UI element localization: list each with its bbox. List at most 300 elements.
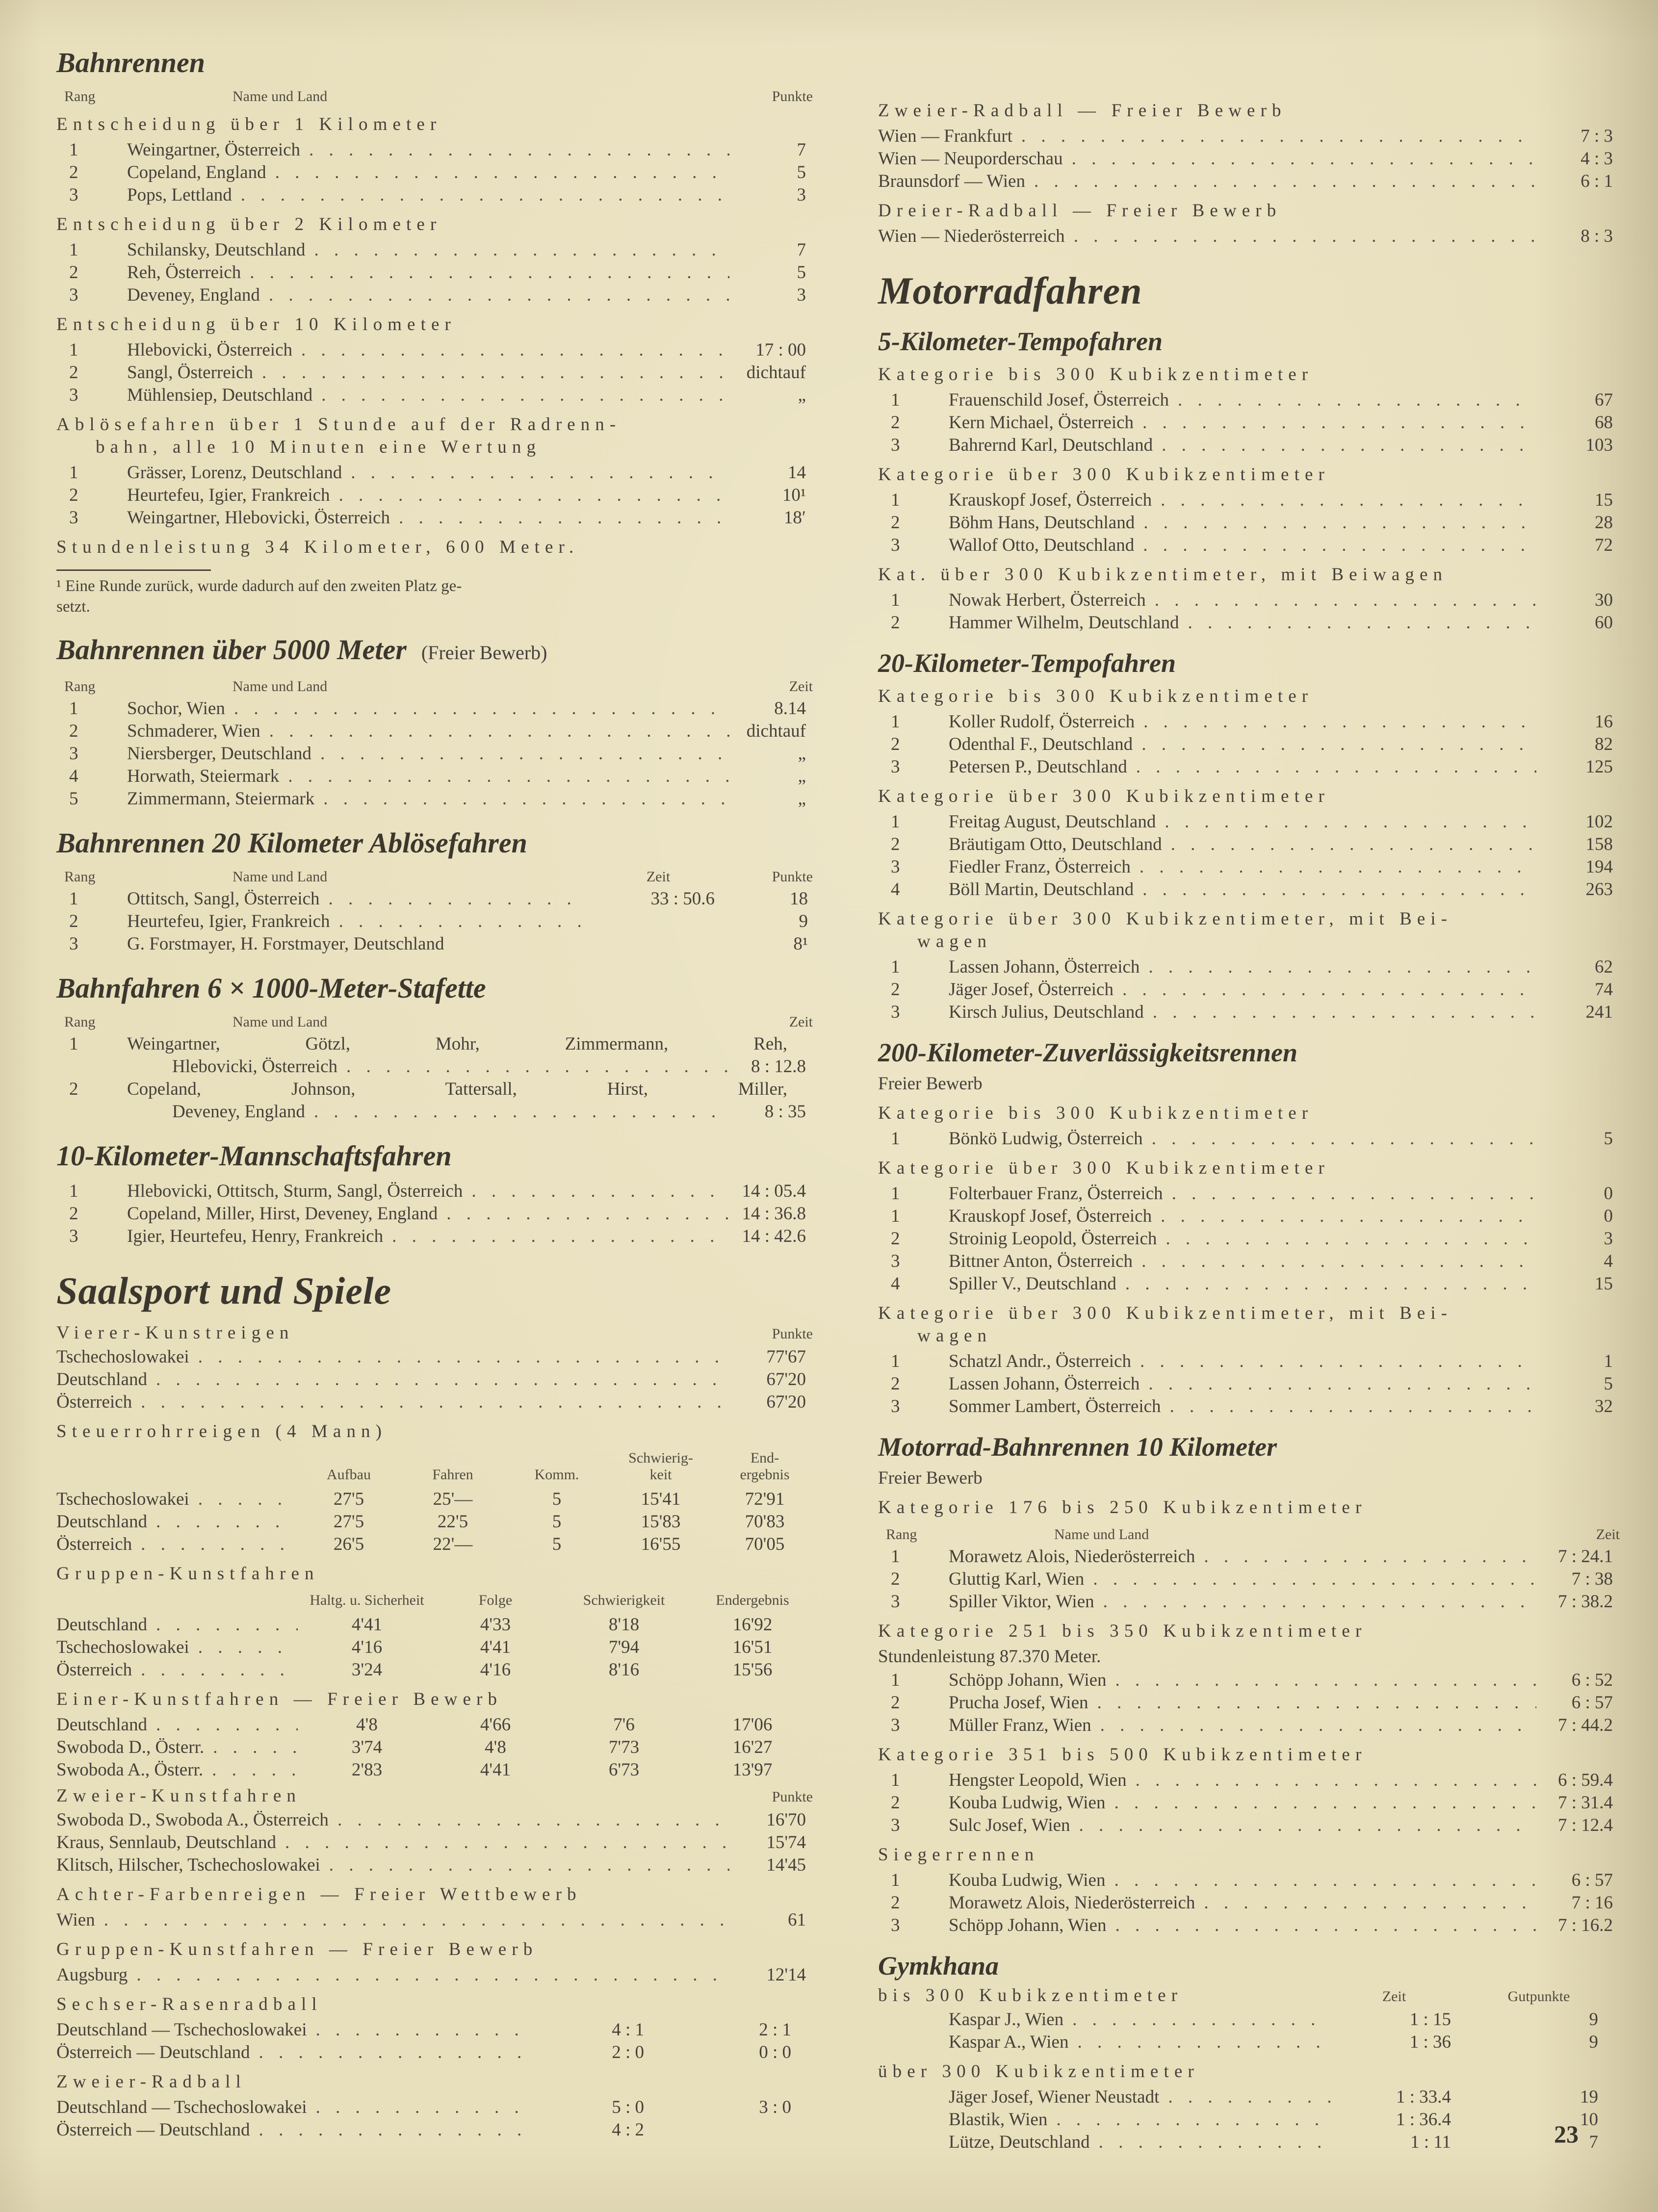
result-row — [56, 933, 817, 955]
col-header-value: Zeit — [1596, 1526, 1620, 1543]
dot-leader — [1170, 1395, 1536, 1418]
table-column-header-line: Fahren — [432, 1466, 473, 1483]
dot-leader — [321, 384, 729, 407]
result-value: dichtauf — [746, 362, 806, 383]
result-value: 4 : 3 — [1580, 149, 1613, 169]
competitor-name: Kouba Ludwig, Wien — [949, 1793, 1106, 1813]
dot-leader — [156, 1511, 292, 1533]
footnote-line: setzt. — [56, 598, 90, 616]
column-headers — [56, 1786, 817, 1807]
column-headers — [56, 867, 817, 887]
result-row — [878, 589, 1624, 612]
result-value-time: 2 : 0 — [612, 2042, 644, 2062]
result-value: „ — [798, 744, 806, 764]
competitor-name: Igier, Heurtefeu, Henry, Frankreich — [127, 1226, 384, 1246]
rank: 3 — [69, 285, 78, 305]
competitor-name: Weingartner, Götzl, Mohr, Zimmermann, Reh, — [127, 1034, 787, 1054]
competitor-name: Stroinig Leopold, Österreich — [949, 1229, 1157, 1249]
competitor-name: Krauskopf Josef, Österreich — [949, 490, 1152, 510]
result-row — [878, 2086, 1624, 2109]
result-row — [878, 1892, 1624, 1914]
result-row — [56, 2041, 817, 2064]
table-cell-value: 4'16 — [480, 1660, 511, 1680]
result-row — [878, 170, 1624, 193]
dot-leader — [1155, 589, 1536, 612]
competitor-name: Jäger Josef, Österreich — [949, 979, 1114, 1000]
result-row — [56, 788, 817, 810]
result-row — [878, 1128, 1624, 1150]
result-row — [878, 1373, 1624, 1395]
result-row — [56, 1368, 817, 1391]
result-row — [56, 161, 817, 184]
dot-leader — [141, 1391, 729, 1414]
section-heading — [56, 827, 817, 859]
result-row — [878, 833, 1624, 856]
category-heading-line: bahn, alle 10 Minuten eine Wertung — [96, 437, 542, 457]
table-row — [56, 1759, 817, 1781]
table-cell-value: 6'73 — [608, 1760, 640, 1780]
dot-leader — [1056, 2109, 1330, 2131]
category-heading-line: Zweier-Radball — [56, 2072, 246, 2092]
table-column-headers — [56, 1450, 817, 1483]
col-header-value: Punkte — [772, 1326, 813, 1342]
competitor-name: Krauskopf Josef, Österreich — [949, 1206, 1152, 1226]
competitor-name: Augsburg — [56, 1965, 128, 1985]
result-value: 61 — [788, 1910, 806, 1930]
category-heading-line: Kategorie 251 bis 350 Kubikzentimeter — [878, 1621, 1367, 1641]
table-cell-value: 8'18 — [608, 1615, 640, 1635]
category-heading-line: Einer-Kunstfahren — Freier Bewerb — [56, 1689, 503, 1709]
dot-leader — [1115, 1669, 1536, 1692]
result-value-points: 9 — [1589, 2009, 1598, 2030]
col-header-zeit: Zeit — [1382, 1988, 1406, 2005]
rank: 3 — [891, 1251, 900, 1271]
dot-leader — [262, 361, 729, 384]
result-row — [56, 1225, 817, 1248]
table-cell-value: 3'74 — [351, 1737, 383, 1757]
table-column-header — [688, 1592, 817, 1609]
table-column-header-line: Folge — [478, 1592, 513, 1608]
section-heading — [56, 972, 817, 1004]
table-row — [56, 1636, 817, 1659]
dot-leader — [1143, 512, 1536, 534]
result-value: 10¹ — [782, 485, 806, 505]
result-value: 263 — [1585, 879, 1613, 900]
result-value: 60 — [1595, 613, 1613, 633]
category-heading-line: Kategorie bis 300 Kubikzentimeter — [878, 686, 1314, 706]
rank: 2 — [891, 1893, 900, 1913]
category-heading-line: Zweier-Radball — Freier Bewerb — [878, 101, 1287, 121]
competitor-name: Deveney, England — [172, 1102, 305, 1122]
dot-leader — [1143, 534, 1536, 557]
competitor-name: Bittner Anton, Österreich — [949, 1251, 1133, 1271]
result-value: 17 : 00 — [755, 340, 806, 360]
result-value: 7 : 16 — [1571, 1893, 1613, 1913]
table-cell-value: 16'92 — [732, 1615, 773, 1635]
category-heading-line: Kat. über 300 Kubikzentimeter, mit Beiwagen — [878, 565, 1448, 585]
competitor-name: Deutschland — [56, 1615, 147, 1635]
dot-leader — [1140, 1350, 1536, 1373]
column-headers — [878, 1525, 1624, 1544]
result-row — [878, 733, 1624, 756]
dot-leader — [1103, 1591, 1536, 1613]
dot-leader — [250, 261, 729, 284]
result-value: 5 — [1604, 1129, 1613, 1149]
result-row — [878, 756, 1624, 778]
col-header-zeit: Zeit — [646, 869, 671, 885]
competitor-name: Tschechoslowakei — [56, 1347, 189, 1367]
result-value-points: 9 — [799, 911, 808, 931]
table-column-header-line: ergebnis — [740, 1466, 790, 1483]
competitor-name: Swoboda D., Swoboda A., Österreich — [56, 1810, 329, 1830]
rank: 3 — [69, 385, 78, 405]
rank: 1 — [69, 1181, 78, 1201]
dot-leader — [1114, 1792, 1536, 1814]
rank: 1 — [891, 1546, 900, 1567]
competitor-name: Sommer Lambert, Österreich — [949, 1396, 1161, 1416]
dot-leader — [141, 1659, 298, 1681]
category-heading-line: Siegerrennen — [878, 1845, 1039, 1865]
competitor-name: Odenthal F., Deutschland — [949, 734, 1133, 754]
dot-leader — [156, 1368, 729, 1391]
col-header-name: Name und Land — [233, 1014, 328, 1030]
result-value: 5 — [797, 162, 806, 182]
rank: 3 — [891, 435, 900, 455]
left-column — [56, 47, 817, 2154]
section-heading — [878, 1951, 1624, 1981]
section-heading-text: Saalsport und Spiele — [56, 1269, 392, 1312]
result-row — [878, 389, 1624, 412]
result-row — [56, 1854, 817, 1877]
col-header-value: Punkte — [772, 869, 813, 885]
result-row — [878, 1250, 1624, 1273]
category-heading-line: Achter-Farbenreigen — Freier Wettbewerb — [56, 1884, 582, 1904]
result-row — [878, 1350, 1624, 1373]
category-heading — [56, 536, 817, 559]
result-value: 74 — [1595, 979, 1613, 1000]
result-value: 14'45 — [766, 1855, 806, 1875]
rank: 2 — [891, 734, 900, 754]
section-heading — [56, 1269, 817, 1312]
table-cell-value: 70'83 — [745, 1512, 785, 1532]
rank: 2 — [891, 1793, 900, 1813]
result-value: 7 — [797, 140, 806, 160]
result-row — [878, 2008, 1624, 2031]
rank: 2 — [69, 911, 78, 931]
result-value-points: 2 : 1 — [759, 2020, 791, 2040]
section-heading — [878, 1037, 1624, 1068]
dot-leader — [1161, 489, 1536, 512]
result-row — [878, 225, 1624, 248]
dot-leader — [1204, 1892, 1536, 1914]
result-value-points: 18 — [790, 889, 808, 909]
competitor-name: Freitag August, Deutschland — [949, 812, 1156, 832]
category-heading — [878, 685, 1624, 708]
category-heading-line: Entscheidung über 10 Kilometer — [56, 314, 456, 334]
competitor-name: Wien — Neuporderschau — [878, 149, 1063, 169]
table-column-header — [505, 1466, 609, 1483]
table-column-header-line: Schwierigkeit — [583, 1592, 665, 1608]
col-header-rang: Rang — [64, 678, 96, 694]
category-heading — [878, 100, 1624, 122]
result-row — [56, 184, 817, 206]
table-cell-value: 7'73 — [608, 1737, 640, 1757]
competitor-name: Deutschland — [56, 1369, 147, 1389]
col-header-rang: Rang — [64, 1014, 96, 1030]
rank: 1 — [891, 812, 900, 832]
result-row — [56, 1180, 817, 1203]
dot-leader — [1136, 756, 1536, 778]
result-row-continuation — [56, 1055, 817, 1078]
table-cell-value: 5 — [552, 1489, 562, 1509]
category-heading — [878, 1496, 1624, 1519]
table-cell-value: 5 — [552, 1534, 562, 1554]
competitor-name: Gluttig Karl, Wien — [949, 1569, 1085, 1589]
category-heading — [878, 363, 1624, 386]
result-value: 6 : 57 — [1571, 1870, 1613, 1890]
result-row-continuation — [56, 1101, 817, 1123]
competitor-name: Bräutigam Otto, Deutschland — [949, 834, 1162, 854]
column-headers — [56, 1012, 817, 1032]
table-cell-value: 3'24 — [351, 1660, 383, 1680]
dot-leader — [1142, 878, 1536, 901]
dot-leader — [446, 1203, 729, 1225]
rank: 2 — [69, 162, 78, 182]
rank: 1 — [891, 1351, 900, 1371]
rank: 1 — [891, 390, 900, 410]
col-header-name: Name und Land — [1054, 1526, 1149, 1543]
result-row — [56, 1909, 817, 1931]
dot-leader — [1161, 1205, 1536, 1228]
table-cell-value: 17'06 — [732, 1715, 773, 1735]
result-value: 8 : 3 — [1580, 226, 1613, 246]
footnote — [56, 576, 817, 617]
table-column-header-line: Endergebnis — [716, 1592, 789, 1608]
result-value: 67'20 — [766, 1392, 806, 1412]
note-text: Freier Bewerb — [878, 1468, 983, 1488]
table-column-header — [560, 1592, 688, 1609]
competitor-name: Blastik, Wien — [949, 2109, 1048, 2130]
result-row — [56, 361, 817, 384]
section-heading-text: 20-Kilometer-Tempofahren — [878, 648, 1176, 678]
competitor-name: Swoboda A., Österr. — [56, 1760, 204, 1780]
rank: 4 — [891, 879, 900, 900]
result-row — [878, 1591, 1624, 1613]
category-heading — [878, 200, 1624, 222]
result-value-points: 9 — [1589, 2032, 1598, 2052]
category-heading-line: Gruppen-Kunstfahren — [56, 1564, 319, 1584]
result-value-points: 19 — [1580, 2087, 1598, 2107]
result-value: 6 : 57 — [1571, 1693, 1613, 1713]
result-row — [878, 2109, 1624, 2131]
rank: 2 — [891, 1374, 900, 1394]
result-row — [56, 697, 817, 720]
category-heading — [878, 785, 1624, 808]
competitor-name: Koller Rudolf, Österreich — [949, 712, 1135, 732]
result-value: dichtauf — [746, 721, 806, 741]
table-row — [56, 1714, 817, 1736]
result-value-time: 1 : 11 — [1410, 2132, 1451, 2152]
result-value: 82 — [1595, 734, 1613, 754]
result-row — [878, 1545, 1624, 1568]
result-value-points: 7 — [1589, 2132, 1598, 2152]
dot-leader — [1152, 1128, 1536, 1150]
dot-leader — [329, 1854, 729, 1877]
result-value: 3 — [797, 185, 806, 205]
result-row — [56, 1831, 817, 1854]
result-row — [56, 1964, 817, 1986]
competitor-name: Bahrernd Karl, Deutschland — [949, 435, 1153, 455]
column-headers — [56, 1323, 817, 1344]
result-row — [56, 888, 817, 910]
result-row — [878, 1792, 1624, 1814]
dot-leader — [1142, 412, 1536, 434]
dot-leader — [213, 1736, 298, 1759]
competitor-name: Wien — Frankfurt — [878, 126, 1012, 146]
dot-leader — [323, 788, 729, 810]
competitor-name: Schilansky, Deutschland — [127, 240, 306, 260]
dot-leader — [1204, 1545, 1536, 1568]
category-heading — [56, 113, 817, 136]
dot-leader — [314, 239, 729, 261]
competitor-name: Grässer, Lorenz, Deutschland — [127, 463, 342, 483]
result-value-time: 1 : 36.4 — [1396, 2109, 1451, 2130]
category-heading-line: Gruppen-Kunstfahren — Freier Bewerb — [56, 1939, 538, 1959]
result-row — [56, 1033, 817, 1055]
result-value: 7 : 24.1 — [1557, 1546, 1613, 1567]
rank: 1 — [69, 240, 78, 260]
table-column-header-line: End- — [750, 1450, 779, 1466]
competitor-name: Hlebovicki, Österreich — [172, 1056, 337, 1077]
result-row — [56, 484, 817, 507]
section-heading-text: Bahnrennen über 5000 Meter — [56, 634, 407, 666]
table-column-header — [713, 1450, 817, 1483]
rank: 3 — [891, 1396, 900, 1416]
score-table — [56, 1450, 817, 1556]
category-heading — [878, 1844, 1624, 1866]
dot-leader — [315, 2019, 523, 2041]
dot-leader — [346, 1055, 729, 1078]
competitor-name: Reh, Österreich — [127, 262, 241, 283]
footnote-line: ¹ Eine Runde zurück, wurde dadurch auf den zweiten Platz ge- — [56, 577, 462, 595]
category-heading-line: Kategorie über 300 Kubikzentimeter, mit Bei- — [878, 909, 1453, 929]
competitor-name: Frauenschild Josef, Österreich — [949, 390, 1169, 410]
rank: 1 — [891, 590, 900, 610]
column-headers — [878, 1986, 1624, 2006]
dot-leader — [104, 1909, 729, 1931]
rank: 3 — [891, 857, 900, 877]
category-heading — [56, 1420, 817, 1443]
dot-leader — [1093, 1568, 1536, 1591]
result-row — [878, 489, 1624, 512]
right-column — [878, 47, 1624, 2154]
competitor-name: Copeland, Miller, Hirst, Deveney, England — [127, 1204, 438, 1224]
section-heading — [56, 634, 817, 669]
category-heading-line: Zweier-Kunstfahren — [56, 1786, 302, 1806]
category-heading-line: Kategorie 351 bis 500 Kubikzentimeter — [878, 1745, 1367, 1765]
category-heading — [878, 463, 1624, 486]
result-value-time: 4 : 2 — [612, 2120, 644, 2140]
rank: 3 — [891, 1915, 900, 1935]
rank: 3 — [891, 535, 900, 555]
table-row — [56, 1533, 817, 1556]
dot-leader — [1114, 1869, 1536, 1892]
category-heading — [56, 2071, 817, 2093]
competitor-name: Ottitsch, Sangl, Österreich — [127, 889, 320, 909]
dot-leader — [1125, 1273, 1536, 1295]
category-heading-line: Entscheidung über 2 Kilometer — [56, 214, 442, 234]
table-column-header-line: keit — [649, 1466, 672, 1483]
result-value: 3 — [797, 285, 806, 305]
competitor-name: Deutschland — [56, 1715, 147, 1735]
dot-leader — [212, 1759, 298, 1781]
result-row — [56, 239, 817, 261]
result-row — [56, 261, 817, 284]
category-heading — [878, 1302, 1624, 1347]
rank: 3 — [891, 1002, 900, 1022]
rank: 3 — [891, 1815, 900, 1835]
competitor-name: Lütze, Deutschland — [949, 2132, 1090, 2152]
table-cell-value: 22'5 — [437, 1512, 468, 1532]
result-row — [878, 1714, 1624, 1737]
dot-leader — [156, 1614, 298, 1636]
competitor-name: Weingartner, Österreich — [127, 140, 301, 160]
result-value: 4 — [1604, 1251, 1613, 1271]
dot-leader — [1141, 1250, 1536, 1273]
section-heading-text: Bahnfahren 6 × 1000-Meter-Stafette — [56, 972, 486, 1004]
dot-leader — [285, 1831, 729, 1854]
competitor-name: Tschechoslowakei — [56, 1489, 189, 1509]
result-value: 6 : 59.4 — [1557, 1770, 1613, 1790]
result-row — [878, 1914, 1624, 1937]
result-row — [878, 1669, 1624, 1692]
col-header-value: Zeit — [789, 1014, 813, 1030]
competitor-name: Schöpp Johann, Wien — [949, 1670, 1107, 1690]
result-row — [56, 284, 817, 307]
competitor-name: Horwath, Steiermark — [127, 766, 280, 786]
category-heading-line: Steuerrohrreigen (4 Mann) — [56, 1421, 388, 1441]
result-value: 67'20 — [766, 1369, 806, 1389]
dot-leader — [315, 2096, 523, 2119]
result-value: 7 : 38 — [1571, 1569, 1613, 1589]
result-row — [56, 1203, 817, 1225]
result-value: 7 : 44.2 — [1557, 1715, 1613, 1735]
competitor-name: G. Forstmayer, H. Forstmayer, Deutschland — [127, 934, 444, 954]
dot-leader — [1072, 2008, 1330, 2031]
section-heading — [878, 269, 1624, 312]
category-heading — [56, 1563, 817, 1585]
table-row — [56, 1511, 817, 1533]
result-value-time: 1 : 33.4 — [1396, 2087, 1451, 2107]
dot-leader — [198, 1346, 729, 1368]
competitor-name: Wien — [56, 1910, 95, 1930]
result-row — [878, 878, 1624, 901]
dot-leader — [1099, 2131, 1330, 2154]
result-row — [878, 434, 1624, 457]
result-value-points: 3 : 0 — [759, 2097, 791, 2117]
dot-leader — [320, 743, 729, 765]
category-heading-line: über 300 Kubikzentimeter — [878, 2061, 1199, 2082]
category-heading — [56, 1938, 817, 1961]
category-heading-line: Ablösefahren über 1 Stunde auf der Radrenn- — [56, 414, 622, 435]
dot-leader — [339, 484, 729, 507]
table-cell-value: 7'94 — [608, 1637, 640, 1657]
category-heading-line: Kategorie über 300 Kubikzentimeter, mit Bei- — [878, 1303, 1453, 1323]
dot-leader — [1141, 733, 1536, 756]
result-value: 68 — [1595, 412, 1613, 433]
rank: 2 — [69, 485, 78, 505]
dot-leader — [156, 1714, 298, 1736]
